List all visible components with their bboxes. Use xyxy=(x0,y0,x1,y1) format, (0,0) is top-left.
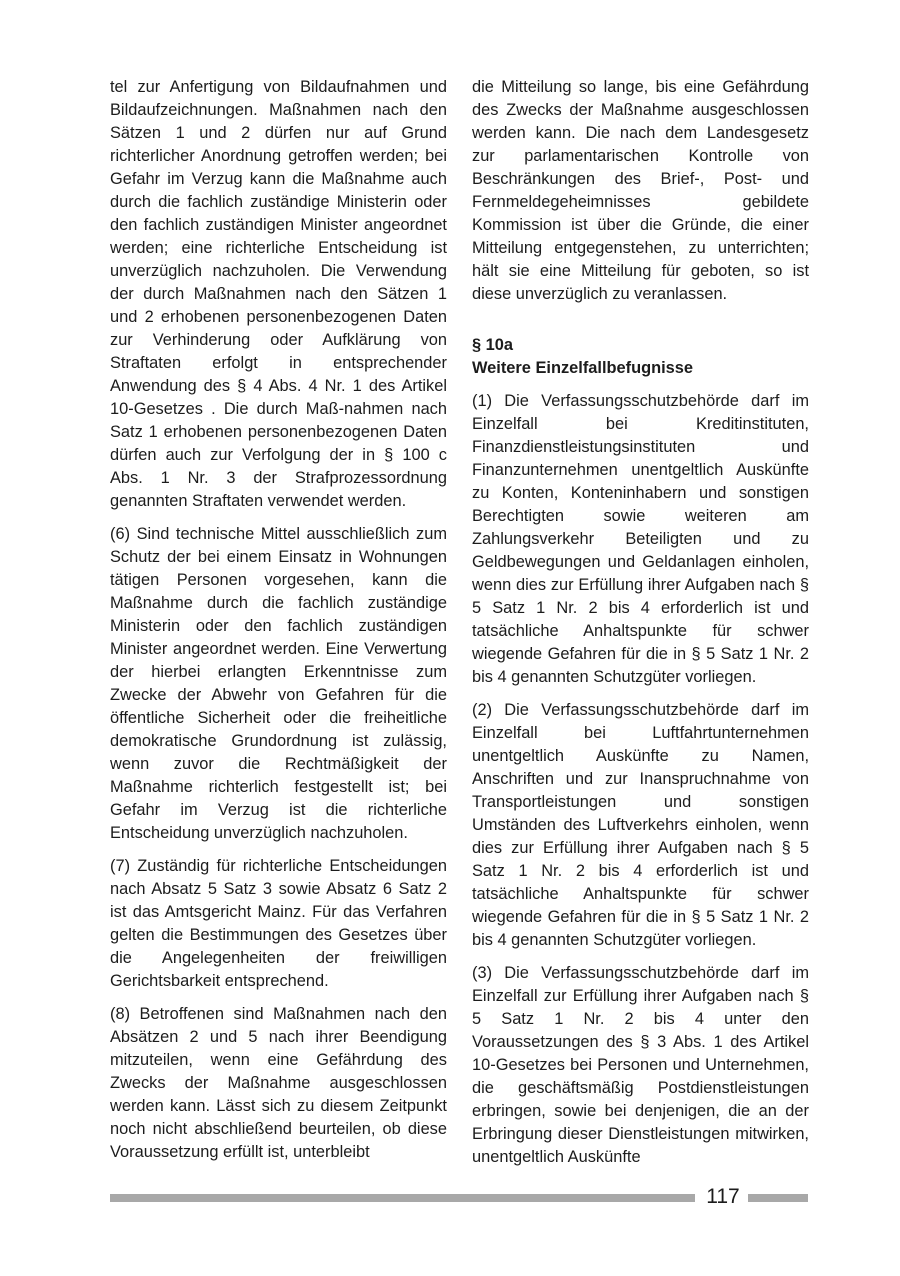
paragraph-intro: tel zur Anfertigung von Bildaufnahmen und Bildaufzeichnungen. Maßnahmen nach den Sätzen 1 und 2 dürfen nur auf Grund richterlicher Anordnung getroffen werden; bei Gefahr im Verzug kann die Maßnahme auch durch die fachlich zuständige Ministerin oder den fachlich zuständigen Minister angeordnet werden; eine richterliche Entscheidung ist unverzüglich nachzuholen. Die Verwendung der durch Maßnahmen nach den Sätzen 1 und 2 erhobenen personenbezogenen Daten zur Verhinderung oder Aufklärung von Straftaten erfolgt in entsprechender Anwendung des § 4 Abs. 4 Nr. 1 des Artikel 10-Gesetzes . Die durch Maß-nahmen nach Satz 1 erhobenen personenbezogenen Daten dürfen auch zur Verfolgung der in § 100 c Abs. 1 Nr. 3 der Strafprozessordnung genannten Straftaten verwendet werden. xyxy=(110,78,447,510)
footer-rule-right xyxy=(748,1194,808,1202)
footer-rule-left xyxy=(110,1194,695,1202)
paragraph-2: (2) Die Verfassungsschutzbehörde darf im Einzelfall bei Luftfahrtunternehmen unentgeltlich Auskünfte zu Namen, Anschriften und zur Inanspruchnahme von Transportleistungen und sonstigen Umständen des Luftverkehrs einholen, wenn dies zur Erfüllung ihrer Aufgaben nach § 5 Satz 1 Nr. 2 bis 4 erforderlich ist und tatsächliche Anhaltspunkte für schwer wiegende Gefahren für die in § 5 Satz 1 Nr. 2 bis 4 genannten Schutzgüter vorliegen. xyxy=(472,701,809,949)
section-number: § 10a xyxy=(472,336,514,354)
paragraph-1: (1) Die Verfassungsschutzbehörde darf im Einzelfall bei Kreditinstituten, Finanzdienstleistungsinstituten und Finanzunternehmen unentgeltlich Auskünfte zu Konten, Konteninhabern und sonstigen Berechtigten sowie weiteren am Zahlungsverkehr Beteiligten und zu Geldbewegungen und Geldanlagen einholen, wenn dies zur Erfüllung ihrer Aufgaben nach § 5 Satz 1 Nr. 2 bis 4 erforderlich ist und tatsächliche Anhaltspunkte für schwer wiegende Gefahren für die in § 5 Satz 1 Nr. 2 bis 4 genannten Schutzgüter vorliegen. xyxy=(472,392,809,686)
paragraph-8: (8) Betroffenen sind Maßnahmen nach den Absätzen 2 und 5 nach ihrer Beendigung mitzuteilen, wenn eine Gefährdung des Zwecks der Maßnahme ausgeschlossen werden kann. Lässt sich zu diesem Zeitpunkt noch nicht abschließend beurteilen, ob diese Voraussetzung erfüllt ist, unterbleibt xyxy=(110,1005,447,1161)
page-footer xyxy=(110,1187,808,1209)
paragraph-6: (6) Sind technische Mittel ausschließlich zum Schutz der bei einem Einsatz in Wohnungen tätigen Personen vorgesehen, kann die Maßnahme durch die fachlich zuständige Ministerin oder den fachlich zuständigen Minister angeordnet werden. Eine Verwertung der hierbei erlangten Erkenntnisse zum Zwecke der Abwehr von Gefahren für die öffentliche Sicherheit oder die freiheitliche demokratische Grundordnung ist zulässig, wenn zuvor die Rechtmäßigkeit der Maßnahme richterlich festgestellt ist; bei Gefahr im Verzug ist die richterliche Entscheidung unverzüglich nachzuholen. xyxy=(110,525,447,842)
paragraph-continued: die Mitteilung so lange, bis eine Gefährdung des Zwecks der Maßnahme ausgeschlossen werden kann. Die nach dem Landesgesetz zur parlamentarischen Kontrolle von Beschränkungen des Brief-, Post- und Fernmeldegeheimnisses gebildete Kommission ist über die Gründe, die einer Mitteilung entgegenstehen, zu unterrichten; hält sie eine Mitteilung für geboten, so ist diese unverzüglich zu veranlassen. xyxy=(472,78,809,303)
page-number: 117 xyxy=(706,1185,740,1208)
section-title: Weitere Einzelfallbefugnisse xyxy=(472,359,694,377)
section-heading xyxy=(472,334,809,380)
paragraph-3: (3) Die Verfassungsschutzbehörde darf im Einzelfall zur Erfüllung ihrer Aufgaben nach § 5 Satz 1 Nr. 2 bis 4 unter den Voraussetzungen des § 3 Abs. 1 des Artikel 10-Gesetzes bei Personen und Unternehmen, die geschäftsmäßig Postdienstleistungen erbringen, sowie bei denjenigen, die an der Erbringung dieser Dienstleistungen mitwirken, unentgeltlich Auskünfte xyxy=(472,964,809,1166)
left-column xyxy=(110,76,447,1174)
right-column xyxy=(472,76,809,1179)
paragraph-7: (7) Zuständig für richterliche Entscheidungen nach Absatz 5 Satz 3 sowie Absatz 6 Satz 2 ist das Amtsgericht Mainz. Für das Verfahren gelten die Bestimmungen des Gesetzes über die Angelegenheiten der freiwilligen Gerichtsbarkeit entsprechend. xyxy=(110,857,447,990)
